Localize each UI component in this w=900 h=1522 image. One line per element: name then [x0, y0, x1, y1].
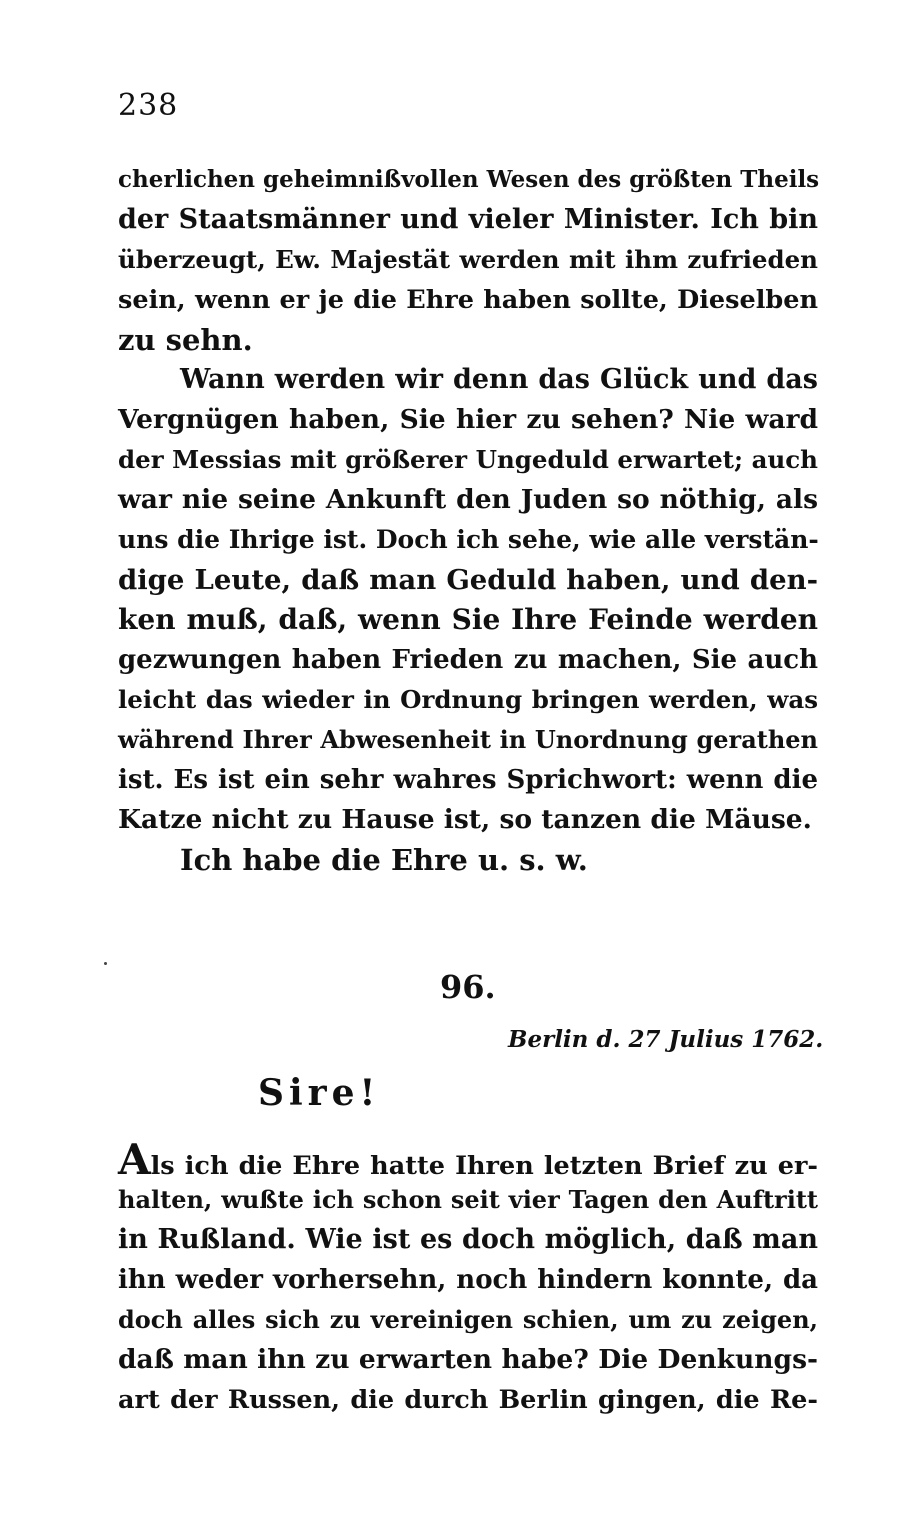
text-line: leicht das wieder in Ordnung bringen werden, was — [118, 685, 818, 714]
letter-number: 96. — [440, 968, 496, 1006]
text-line: ihn weder vorhersehn, noch hindern konnte, da — [118, 1265, 818, 1295]
text-line: Vergnügen haben, Sie hier zu sehen? Nie ward — [118, 404, 818, 435]
text-line: daß man ihn zu erwarten habe? Die Denkungs- — [118, 1344, 818, 1375]
text-line: war nie seine Ankunft den Juden so nöthig, als — [118, 484, 818, 515]
text-line: doch alles sich zu vereinigen schien, um zu zeigen, — [118, 1305, 818, 1334]
text-line: gezwungen haben Frieden zu machen, Sie auch — [118, 645, 818, 675]
text-line: halten, wußte ich schon seit vier Tagen den Auftritt — [118, 1185, 818, 1214]
text-line: in Rußland. Wie ist es doch möglich, daß man — [118, 1224, 818, 1255]
text-line: während Ihrer Abwesenheit in Unordnung gerathen — [118, 725, 818, 754]
text-line: der Staatsmänner und vieler Minister. Ich bin — [118, 204, 818, 235]
text-line: sein, wenn er je die Ehre haben sollte, Dieselben — [118, 285, 818, 315]
text-line: zu sehn. — [118, 323, 253, 357]
closing-line: Ich habe die Ehre u. s. w. — [180, 843, 588, 877]
page-number: 238 — [118, 88, 179, 123]
letter-95-end — [118, 160, 818, 880]
text-line — [118, 1135, 818, 1184]
dateline: Berlin d. 27 Julius 1762. — [508, 1026, 824, 1053]
letter-96-body — [118, 1135, 818, 1420]
text-line: ken muß, daß, wenn Sie Ihre Feinde werden — [118, 603, 818, 636]
text-line: der Messias mit größerer Ungeduld erwartet; auch — [118, 445, 818, 474]
first-line-text: ls ich die Ehre hatte Ihren letzten Brief zu er- — [150, 1151, 818, 1181]
ink-speck — [104, 962, 107, 965]
text-line: Katze nicht zu Hause ist, so tanzen die Mäuse. — [118, 804, 812, 835]
text-line: ist. Es ist ein sehr wahres Sprichwort: wenn die — [118, 765, 818, 795]
text-line: uns die Ihrige ist. Doch ich sehe, wie alle verstän- — [118, 525, 819, 554]
drop-cap: A — [118, 1135, 151, 1184]
text-line: art der Russen, die durch Berlin gingen, die Re- — [118, 1385, 818, 1415]
text-line: dige Leute, daß man Geduld haben, und den- — [118, 564, 818, 596]
salutation: Sire! — [258, 1072, 381, 1114]
text-line: cherlichen geheimnißvollen Wesen des größten Theils — [118, 166, 820, 193]
text-line: überzeugt, Ew. Majestät werden mit ihm zufrieden — [118, 245, 818, 274]
text-line: Wann werden wir denn das Glück und das — [180, 364, 818, 395]
